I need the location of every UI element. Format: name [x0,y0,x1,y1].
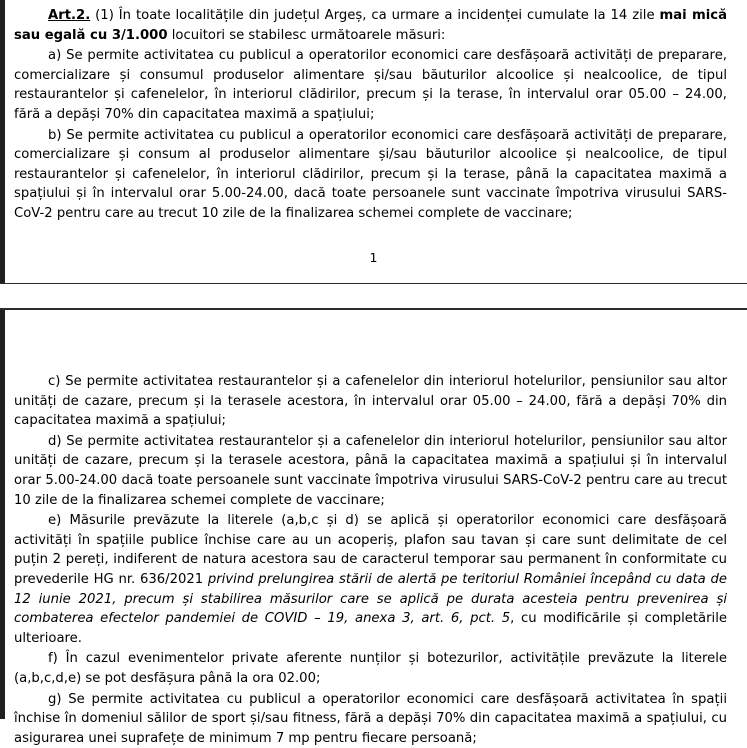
scan-gutter-bottom [0,310,5,719]
paragraph-a: a) Se permite activitatea cu publicul a operatorilor economici care desfășoară activități de preparare, comercializare și consumul produselor alimentare și/sau băuturilor alcoolice și nealcoolice, de tipul restaurantelor și cafenelelor, în interiorul clădirilor, precum și la terase, în intervalul orar 05.00 – 24.00, fără a depăși 70% din capacitatea maximă a spațiului; [14,46,727,124]
paragraph-e [14,511,727,648]
paragraph-e-part1: e) Măsurile prevăzute la literele (a,b,c și d) se aplică și operatorilor economici care desfășoară activități în spațiile publice închise care au un acoperiș, plafon sau tavan și care sunt delimitate de cel puțin 2 pereți, indiferent de natura acestora sau de caracterul temporar sau permanent în conformitate cu prevederile HG nr. 636/2021 [14,513,727,587]
paragraph-e-part2: , cu modificările și completările ulterioare. [14,611,727,646]
article-label: Art.2. [48,8,90,23]
scan-gutter-top [0,0,5,284]
article-heading-paragraph [14,6,727,45]
paragraph-c: c) Se permite activitatea restaurantelor și a cafenelelor din interiorul hotelurilor, pensiunilor sau altor unități de cazare, precum și la terasele acestora, în intervalul orar 05.00 – 24.00, fără a depăși 70% din capacitatea maximă a spațiului; [14,372,727,431]
paragraph-e-citation: privind prelungirea stării de alertă pe teritoriul României începând cu data de 12 iunie 2021, precum și stabilirea măsurilor care se aplică pe durata acesteia pentru prevenirea și combaterea efectelor pandemiei de COVID – 19, anexa 3, art. 6, pct. 5 [14,572,727,626]
document-sheet-top [0,0,747,284]
page-number: 1 [0,250,747,265]
article-intro-bold: mai mică sau egală cu 3/1.000 [14,8,727,43]
paragraph-g: g) Se permite activitatea cu publicul a operatorilor economici care desfășoară activitatea în spații închise în domeniul sălilor de sport și/sau fitness, fără a depăși 70% din capacitatea maximă a spațiului, cu asigurarea unei suprafețe de minimum 7 mp pentru fiecare persoană; [14,690,727,748]
document-sheet-bottom [0,310,747,719]
paragraph-f: f) În cazul evenimentelor private aferente nunților și botezurilor, activitățile prevăzute la literele (a,b,c,d,e) se pot desfășura până la ora 02.00; [14,649,727,688]
paragraph-b: b) Se permite activitatea cu publicul a operatorilor economici care desfășoară activități de preparare, comercializare și consum al produselor alimentare și/sau băuturilor alcoolice și nealcoolice, de tipul restaurantelor și cafenelelor, în interiorul clădirilor, precum și la terase, până la capacitatea maximă a spațiului și în intervalul orar 5.00-24.00, dacă toate persoanele sunt vaccinate împotriva virusului SARS-CoV-2 pentru care au trecut 10 zile de la finalizarea schemei complete de vaccinare; [14,126,727,224]
article-intro-end: locuitori se stabilesc următoarele măsuri: [168,28,446,43]
page-gap-band [0,284,747,310]
paragraph-d: d) Se permite activitatea restaurantelor și a cafenelelor din interiorul hotelurilor, pensiunilor sau altor unități de cazare, precum și la terasele acestora, până la capacitatea maximă a spațiului și în intervalul orar 5.00-24.00 dacă toate persoanele sunt vaccinate împotriva virusului SARS-CoV-2 pentru care au trecut 10 zile de la finalizarea schemei complete de vaccinare; [14,432,727,510]
article-intro-text: (1) În toate localitățile din județul Argeș, ca urmare a incidenței cumulate la 14 zile [90,8,659,23]
